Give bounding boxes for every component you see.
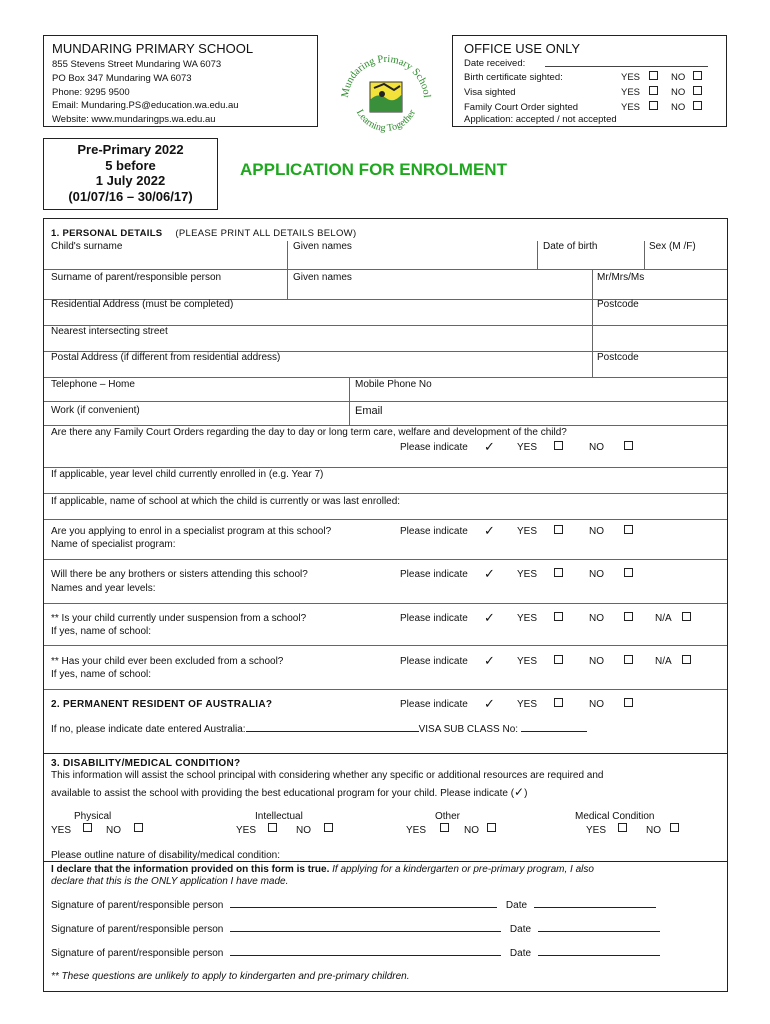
child-surname-field[interactable]: Child's surname (51, 241, 123, 252)
school-logo (334, 44, 438, 148)
declaration-statement: I declare that the information provided on this form is true. (51, 864, 330, 875)
intersecting-street-field[interactable]: Nearest intersecting street (51, 326, 168, 337)
excluded-yes-label: YES (517, 656, 538, 667)
email-field[interactable]: Email (355, 405, 383, 417)
siblings-question: Will there be any brothers or sisters attending this school? (51, 569, 308, 580)
physical-no-label: NO (106, 825, 121, 836)
visa-subclass-line[interactable] (521, 723, 587, 732)
suspension-question: ** Is your child currently under suspension from a school? (51, 613, 307, 624)
specialist-no-checkbox[interactable] (624, 525, 633, 534)
declaration-kindy-note: If applying for a kindergarten or pre-primary program, I also (329, 864, 594, 875)
school-address-po: PO Box 347 Mundaring WA 6073 (52, 73, 192, 84)
section1-subheading: (PLEASE PRINT ALL DETAILS BELOW) (175, 228, 357, 239)
office-application: Application: accepted / not accepted (464, 114, 617, 125)
intellectual-no-label: NO (296, 825, 311, 836)
visa-yes-checkbox[interactable] (649, 86, 658, 95)
excluded-yes-checkbox[interactable] (554, 655, 563, 664)
previous-school-field[interactable]: If applicable, name of school at which the child is currently or was last enrolled: (51, 496, 401, 507)
logo-text-top: Mundaring Primary School (339, 53, 432, 99)
office-court: Family Court Order sighted (464, 102, 579, 113)
preprimary-year: Pre-Primary 2022 (77, 142, 184, 157)
visa-no-checkbox[interactable] (693, 86, 702, 95)
intellectual-label: Intellectual (255, 811, 303, 822)
resident-yes-checkbox[interactable] (554, 698, 563, 707)
suspension-na-checkbox[interactable] (682, 612, 691, 621)
telephone-home-field[interactable]: Telephone – Home (51, 379, 135, 390)
specialist-please-indicate: Please indicate (400, 526, 468, 537)
suspension-tick-icon: ✓ (484, 610, 495, 625)
court-yes-checkbox[interactable] (649, 101, 658, 110)
date-line-1[interactable] (534, 899, 656, 908)
title-field[interactable]: Mr/Mrs/Ms (597, 272, 645, 283)
specialist-yes-label: YES (517, 526, 538, 537)
signature-label-2: Signature of parent/responsible person (51, 924, 224, 935)
specialist-program-field[interactable]: Name of specialist program: (51, 539, 176, 550)
court-no-checkbox[interactable] (624, 441, 633, 450)
work-phone-field[interactable]: Work (if convenient) (51, 405, 140, 416)
excluded-question: ** Has your child ever been excluded from a school? (51, 656, 284, 667)
court-yes-label: YES (621, 102, 641, 113)
school-phone: Phone: 9295 9500 (52, 87, 130, 98)
siblings-no-checkbox[interactable] (624, 568, 633, 577)
physical-yes-label: YES (51, 825, 72, 836)
visa-no-label: NO (671, 87, 686, 98)
excluded-school-field[interactable]: If yes, name of school: (51, 669, 152, 680)
parent-surname-field[interactable]: Surname of parent/responsible person (51, 272, 222, 283)
office-visa: Visa sighted (464, 87, 516, 98)
birth-cert-no-checkbox[interactable] (693, 71, 702, 80)
excluded-na-label: N/A (655, 656, 672, 667)
signature-line-1[interactable] (230, 899, 497, 908)
suspension-no-label: NO (589, 613, 604, 624)
specialist-no-label: NO (589, 526, 604, 537)
school-name: MUNDARING PRIMARY SCHOOL (52, 41, 254, 56)
suspension-please-indicate: Please indicate (400, 613, 468, 624)
court-please-indicate: Please indicate (400, 442, 468, 453)
excluded-no-checkbox[interactable] (624, 655, 633, 664)
preprimary-box (43, 138, 218, 210)
suspension-school-field[interactable]: If yes, name of school: (51, 626, 152, 637)
siblings-please-indicate: Please indicate (400, 569, 468, 580)
section3-info-close: ) (524, 788, 528, 799)
excluded-na-checkbox[interactable] (682, 655, 691, 664)
signature-line-3[interactable] (230, 947, 501, 956)
date-label-1: Date (505, 900, 528, 911)
medical-yes-label: YES (586, 825, 607, 836)
page-title: APPLICATION FOR ENROLMENT (240, 160, 507, 179)
birth-cert-no-label: NO (671, 72, 686, 83)
resident-no-checkbox[interactable] (624, 698, 633, 707)
other-no-label: NO (464, 825, 479, 836)
date-label-3: Date (509, 948, 532, 959)
siblings-no-label: NO (589, 569, 604, 580)
year-level-field[interactable]: If applicable, year level child currently enrolled in (e.g. Year 7) (51, 469, 324, 480)
excluded-please-indicate: Please indicate (400, 656, 468, 667)
school-address-street: 855 Stevens Street Mundaring WA 6073 (52, 59, 222, 70)
suspension-na-label: N/A (655, 613, 672, 624)
preprimary-dates: (01/07/16 – 30/06/17) (68, 188, 193, 204)
office-use-box (452, 35, 727, 127)
signature-label-3: Signature of parent/responsible person (51, 948, 224, 959)
preprimary-age: 5 before (105, 157, 156, 173)
intellectual-no-checkbox[interactable] (324, 823, 333, 832)
signature-label-1: Signature of parent/responsible person (51, 900, 224, 911)
child-given-names-field[interactable]: Given names (293, 241, 352, 252)
siblings-tick-icon: ✓ (484, 566, 495, 581)
physical-no-checkbox[interactable] (134, 823, 143, 832)
birth-cert-yes-checkbox[interactable] (649, 71, 658, 80)
court-orders-question: Are there any Family Court Orders regarding the day to day or long term care, welfare and development of the child? (51, 427, 567, 438)
school-website: Website: www.mundaringps.wa.edu.au (52, 114, 216, 125)
court-yes-label: YES (517, 442, 538, 453)
siblings-names-field[interactable]: Names and year levels: (51, 583, 156, 594)
dob-field[interactable]: Date of birth (543, 241, 598, 252)
sex-field[interactable]: Sex (M /F) (649, 241, 696, 252)
postal-address-field[interactable]: Postal Address (if different from residential address) (51, 352, 281, 363)
medical-yes-checkbox[interactable] (618, 823, 627, 832)
physical-yes-checkbox[interactable] (83, 823, 92, 832)
date-line-2[interactable] (538, 923, 660, 932)
excluded-no-label: NO (589, 656, 604, 667)
residential-postcode-field[interactable]: Postcode (597, 299, 639, 310)
other-yes-checkbox[interactable] (440, 823, 449, 832)
disability-outline-field[interactable]: Please outline nature of disability/medical condition: (51, 850, 281, 861)
physical-label: Physical (74, 811, 112, 822)
birth-cert-yes-label: YES (621, 72, 641, 83)
excluded-tick-icon: ✓ (484, 653, 495, 668)
office-date-received: Date received: (464, 58, 526, 69)
date-line-3[interactable] (538, 947, 660, 956)
medical-label: Medical Condition (575, 811, 655, 822)
other-no-checkbox[interactable] (487, 823, 496, 832)
specialist-yes-checkbox[interactable] (554, 525, 563, 534)
court-yes-checkbox[interactable] (554, 441, 563, 450)
office-birth-cert: Birth certificate sighted: (464, 72, 563, 83)
siblings-yes-checkbox[interactable] (554, 568, 563, 577)
court-no-label: NO (671, 102, 686, 113)
school-info-box (43, 35, 318, 127)
medical-no-checkbox[interactable] (670, 823, 679, 832)
residential-address-field[interactable]: Residential Address (must be completed) (51, 299, 234, 310)
medical-no-label: NO (646, 825, 661, 836)
section3-heading: 3. DISABILITY/MEDICAL CONDITION? (51, 758, 241, 769)
resident-please-indicate: Please indicate (400, 699, 468, 710)
section1-heading: 1. PERSONAL DETAILS (51, 228, 163, 239)
signature-line-2[interactable] (230, 923, 501, 932)
resident-tick-icon: ✓ (484, 696, 495, 711)
date-entered-label: If no, please indicate date entered Australia: (51, 724, 246, 735)
visa-yes-label: YES (621, 87, 641, 98)
office-date-line (545, 66, 708, 67)
section3-info-line1: This information will assist the school principal with considering whether any specific or additional resources are required and (51, 770, 604, 781)
date-entered-line[interactable] (246, 723, 419, 732)
court-no-label: NO (589, 442, 604, 453)
declaration-only-application: declare that this is the ONLY application I have made. (51, 876, 289, 887)
visa-subclass-label: VISA SUB CLASS No: (418, 724, 521, 735)
enrolment-form (43, 218, 728, 992)
court-tick-icon: ✓ (484, 439, 495, 454)
postal-postcode-field[interactable]: Postcode (597, 352, 639, 363)
other-label: Other (435, 811, 461, 822)
footnote: ** These questions are unlikely to apply to kindergarten and pre-primary children. (51, 971, 410, 982)
siblings-yes-label: YES (517, 569, 538, 580)
school-email: Email: Mundaring.PS@education.wa.edu.au (52, 100, 239, 111)
parent-given-names-field[interactable]: Given names (293, 272, 352, 283)
other-yes-label: YES (406, 825, 427, 836)
suspension-no-checkbox[interactable] (624, 612, 633, 621)
office-title: OFFICE USE ONLY (464, 41, 581, 56)
resident-yes-label: YES (517, 699, 538, 710)
court-no-checkbox[interactable] (693, 101, 702, 110)
preprimary-cutoff: 1 July 2022 (95, 173, 166, 188)
logo-text-bottom: Learning Together (353, 107, 419, 134)
resident-no-label: NO (589, 699, 604, 710)
intellectual-yes-label: YES (236, 825, 257, 836)
section2-heading: 2. PERMANENT RESIDENT OF AUSTRALIA? (51, 699, 273, 710)
suspension-yes-checkbox[interactable] (554, 612, 563, 621)
intellectual-yes-checkbox[interactable] (268, 823, 277, 832)
specialist-tick-icon: ✓ (484, 523, 495, 538)
suspension-yes-label: YES (517, 613, 538, 624)
specialist-question: Are you applying to enrol in a specialist program at this school? (51, 526, 332, 537)
date-label-2: Date (509, 924, 532, 935)
section3-info-line2: available to assist the school with providing the best educational program for your child. Please indicate ( (51, 788, 515, 799)
section3-tick-icon: ✓ (514, 785, 525, 799)
mobile-phone-field[interactable]: Mobile Phone No (355, 379, 432, 390)
